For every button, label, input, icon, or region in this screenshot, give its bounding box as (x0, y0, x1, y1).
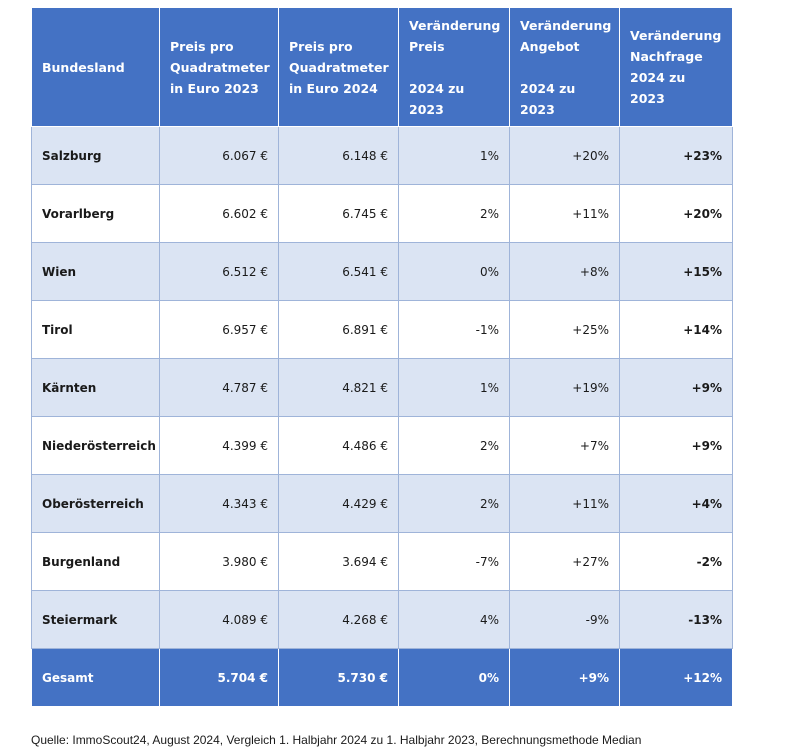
cell-price-2024: 3.694 € (279, 533, 399, 591)
cell-region: Tirol (32, 301, 160, 359)
table-row (32, 475, 733, 533)
cell-change-supply: -9% (510, 591, 620, 649)
table-row (32, 591, 733, 649)
cell-price-2024: 4.268 € (279, 591, 399, 649)
total-price-2024: 5.730 € (279, 649, 399, 707)
cell-price-2024: 6.745 € (279, 185, 399, 243)
cell-price-2023: 6.067 € (160, 127, 279, 185)
table-row (32, 185, 733, 243)
source-note: Quelle: ImmoScout24, August 2024, Vergleich 1. Halbjahr 2024 zu 1. Halbjahr 2023, Berechnungsmethode Median (31, 733, 642, 747)
cell-region: Niederösterreich (32, 417, 160, 475)
cell-region: Burgenland (32, 533, 160, 591)
cell-change-demand: -13% (620, 591, 733, 649)
cell-price-2023: 3.980 € (160, 533, 279, 591)
cell-change-demand: -2% (620, 533, 733, 591)
cell-price-2023: 6.957 € (160, 301, 279, 359)
cell-region: Steiermark (32, 591, 160, 649)
cell-price-2024: 6.148 € (279, 127, 399, 185)
cell-price-2024: 6.891 € (279, 301, 399, 359)
cell-region: Oberösterreich (32, 475, 160, 533)
header-price-2023: Preis pro Quadratmeter in Euro 2023 (160, 8, 279, 127)
cell-change-price: 2% (399, 475, 510, 533)
total-row (32, 649, 733, 707)
cell-change-demand: +20% (620, 185, 733, 243)
cell-region: Vorarlberg (32, 185, 160, 243)
cell-change-supply: +11% (510, 475, 620, 533)
cell-change-price: -7% (399, 533, 510, 591)
cell-change-price: 1% (399, 127, 510, 185)
cell-change-price: 1% (399, 359, 510, 417)
header-change-demand: Veränderung Nachfrage 2024 zu 2023 (620, 8, 733, 127)
table-row (32, 359, 733, 417)
cell-price-2024: 4.429 € (279, 475, 399, 533)
cell-change-supply: +27% (510, 533, 620, 591)
cell-change-demand: +9% (620, 417, 733, 475)
cell-change-price: 2% (399, 417, 510, 475)
header-bundesland: Bundesland (32, 8, 160, 127)
cell-price-2024: 6.541 € (279, 243, 399, 301)
cell-price-2023: 4.343 € (160, 475, 279, 533)
cell-price-2024: 4.486 € (279, 417, 399, 475)
table-row (32, 243, 733, 301)
cell-price-2023: 4.399 € (160, 417, 279, 475)
total-change-supply: +9% (510, 649, 620, 707)
cell-price-2023: 6.602 € (160, 185, 279, 243)
total-price-2023: 5.704 € (160, 649, 279, 707)
cell-change-supply: +11% (510, 185, 620, 243)
cell-region: Wien (32, 243, 160, 301)
cell-change-supply: +7% (510, 417, 620, 475)
header-change-price: Veränderung Preis 2024 zu 2023 (399, 8, 510, 127)
table-row (32, 417, 733, 475)
cell-price-2024: 4.821 € (279, 359, 399, 417)
cell-region: Kärnten (32, 359, 160, 417)
total-label: Gesamt (32, 649, 160, 707)
cell-change-demand: +14% (620, 301, 733, 359)
price-table (31, 7, 733, 707)
header-row (32, 8, 733, 127)
cell-change-price: 2% (399, 185, 510, 243)
cell-change-supply: +19% (510, 359, 620, 417)
cell-change-price: 0% (399, 243, 510, 301)
cell-change-price: -1% (399, 301, 510, 359)
cell-change-supply: +25% (510, 301, 620, 359)
cell-price-2023: 6.512 € (160, 243, 279, 301)
cell-change-demand: +15% (620, 243, 733, 301)
cell-change-demand: +23% (620, 127, 733, 185)
table-row (32, 301, 733, 359)
table-row (32, 127, 733, 185)
total-change-price: 0% (399, 649, 510, 707)
cell-change-demand: +4% (620, 475, 733, 533)
cell-price-2023: 4.089 € (160, 591, 279, 649)
cell-change-supply: +20% (510, 127, 620, 185)
table-row (32, 533, 733, 591)
cell-change-price: 4% (399, 591, 510, 649)
cell-region: Salzburg (32, 127, 160, 185)
header-change-supply: Veränderung Angebot 2024 zu 2023 (510, 8, 620, 127)
total-change-demand: +12% (620, 649, 733, 707)
cell-change-supply: +8% (510, 243, 620, 301)
cell-change-demand: +9% (620, 359, 733, 417)
header-price-2024: Preis pro Quadratmeter in Euro 2024 (279, 8, 399, 127)
cell-price-2023: 4.787 € (160, 359, 279, 417)
